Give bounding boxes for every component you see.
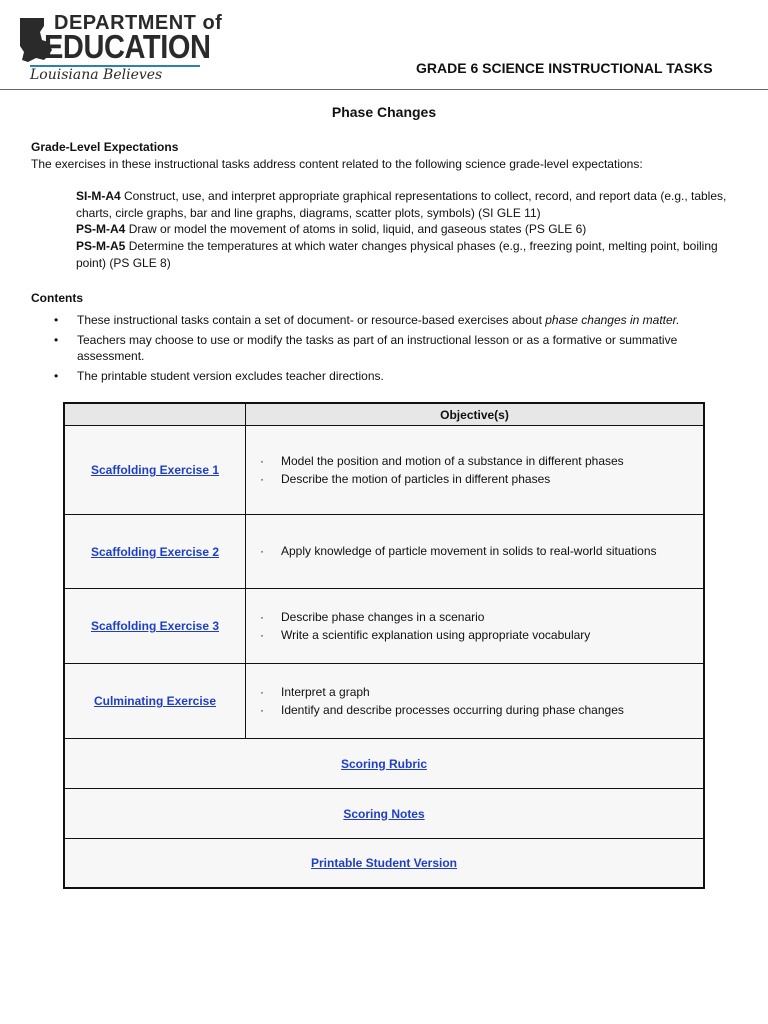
logo-education-text: EDUCATION	[44, 28, 211, 65]
gle-code: PS-M-A5	[76, 239, 126, 253]
table-row	[64, 789, 704, 839]
exercise-cell	[64, 589, 246, 664]
gle-code: SI-M-A4	[76, 189, 121, 203]
expectations-intro: The exercises in these instructional tasks address content related to the following science grade-level expectations:	[31, 157, 643, 171]
tasks-table	[63, 402, 705, 889]
objectives-cell	[246, 664, 705, 739]
objective-item: · Describe the motion of particles in different phases	[260, 470, 703, 489]
table-header-row	[64, 403, 704, 426]
header-divider	[0, 89, 768, 90]
gle-text: Determine the temperatures at which water changes physical phases (e.g., freezing point, melting point, boiling point) (PS GLE 8)	[76, 239, 718, 270]
objective-item: · Describe phase changes in a scenario	[260, 608, 703, 627]
table-row	[64, 426, 704, 515]
objective-item: · Interpret a graph	[260, 683, 703, 702]
list-item: • Teachers may choose to use or modify the tasks as part of an instructional lesson or as a formative or summative assessment.	[50, 332, 740, 365]
table-row	[64, 515, 704, 589]
scoring-notes-link[interactable]: Scoring Notes	[343, 806, 425, 821]
table-header-objectives: Objective(s)	[246, 403, 705, 426]
table-row	[64, 664, 704, 739]
link-cell	[64, 789, 704, 839]
exercise-cell	[64, 664, 246, 739]
scaffolding-exercise-1-link[interactable]: Scaffolding Exercise 1	[90, 463, 220, 477]
objective-item: · Identify and describe processes occurring during phase changes	[260, 701, 703, 720]
table-header-empty	[64, 403, 246, 426]
contents-heading: Contents	[31, 291, 83, 305]
contents-list	[50, 312, 740, 387]
logo-tagline: Louisiana Believes	[30, 67, 163, 83]
printable-student-version-link[interactable]: Printable Student Version	[310, 855, 458, 870]
table-row	[64, 839, 704, 888]
exercise-cell	[64, 515, 246, 589]
list-item: • These instructional tasks contain a set of document- or resource-based exercises about phase changes in matter.	[50, 312, 740, 329]
scoring-rubric-link[interactable]: Scoring Rubric	[340, 756, 427, 771]
objective-item: · Write a scientific explanation using appropriate vocabulary	[260, 626, 703, 645]
list-item: • The printable student version excludes teacher directions.	[50, 368, 740, 385]
gle-item	[76, 221, 746, 238]
objective-item: · Apply knowledge of particle movement in solids to real-world situations	[260, 542, 703, 561]
scaffolding-exercise-3-link[interactable]: Scaffolding Exercise 3	[90, 619, 220, 633]
exercise-cell	[64, 426, 246, 515]
gle-item	[76, 238, 746, 271]
document-title: GRADE 6 SCIENCE INSTRUCTIONAL TASKS	[416, 60, 713, 76]
scaffolding-exercise-2-link[interactable]: Scaffolding Exercise 2	[90, 544, 220, 559]
objectives-cell	[246, 589, 705, 664]
page-title: Phase Changes	[331, 104, 437, 120]
gle-item	[76, 188, 746, 221]
objectives-cell	[246, 515, 705, 589]
table-row	[64, 589, 704, 664]
logo-department-text: DEPARTMENT of	[54, 12, 223, 34]
culminating-exercise-link[interactable]: Culminating Exercise	[93, 694, 217, 708]
objective-item: · Model the position and motion of a substance in different phases	[260, 452, 703, 471]
expectations-heading: Grade-Level Expectations	[31, 140, 179, 154]
link-cell	[64, 739, 704, 789]
department-logo[interactable]	[18, 10, 223, 83]
gle-text: Construct, use, and interpret appropriate graphical representations to collect, record, and report data (e.g., tables, charts, circle graphs, bar and line graphs, diagrams, scatter plots, symbols) (SI GLE 11)	[76, 189, 727, 220]
page-header	[0, 0, 768, 90]
gle-code: PS-M-A4	[76, 222, 126, 236]
gle-text: Draw or model the movement of atoms in solid, liquid, and gaseous states (PS GLE 6)	[128, 222, 587, 236]
link-cell	[64, 839, 704, 888]
objectives-cell	[246, 426, 705, 515]
table-row	[64, 739, 704, 789]
